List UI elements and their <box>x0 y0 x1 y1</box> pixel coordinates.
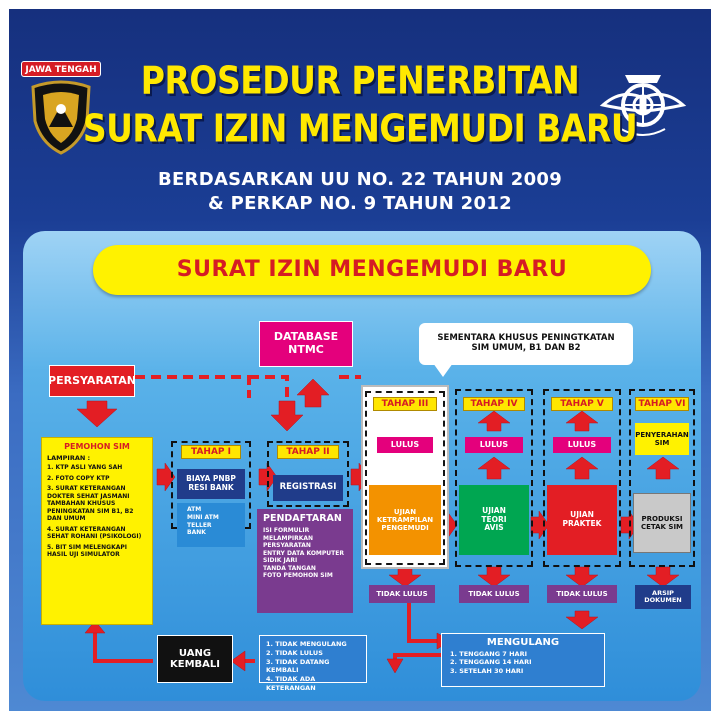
produksi-line1: PRODUKSI <box>641 514 683 523</box>
pendaftaran-item: TANDA TANGAN <box>263 564 316 572</box>
penyerahan-line1: PENYERAHAN <box>635 430 689 439</box>
tahap4-tidak-lulus: TIDAK LULUS <box>459 585 529 603</box>
tahap4-lulus: LULUS <box>465 437 523 453</box>
lampiran-item: 3. SURAT KETERANGAN DOKTER SEHAT JASMANI TAMBAHAN KHUSUS PENINGKATAN SIM B1, B2 DAN UMUM <box>47 485 134 522</box>
uang-line2: KEMBALI <box>170 659 220 670</box>
lampiran-item: 4. SURAT KETERANGAN SEHAT ROHANI (PSIKOLOGI) <box>47 525 142 540</box>
mengulang-box <box>441 633 605 687</box>
pendaftaran-item: FOTO PEMOHON SIM <box>263 572 333 579</box>
poster <box>9 9 711 711</box>
lampiran-item: 1. KTP ASLI YANG SAH <box>47 464 123 471</box>
pendaftaran-title: PENDAFTARAN <box>263 513 342 524</box>
subtitle-line2: & PERKAP NO. 9 TAHUN 2012 <box>208 193 512 214</box>
payment-item: TELLER <box>187 521 212 529</box>
persyaratan-box: PERSYARATAN <box>49 365 135 397</box>
note-line2: SIM UMUM, B1 DAN B2 <box>471 343 581 353</box>
tahap4-box-line1: UJIAN <box>482 506 506 516</box>
title-line1: PROSEDUR PENERBITAN <box>140 58 580 103</box>
lampiran-item: 5. BIT SIM MELENGKAPI HASIL UJI SIMULATOR <box>47 543 128 558</box>
penyerahan-line2: SIM <box>654 439 670 447</box>
logo-left-text: JAWA TENGAH <box>21 61 101 77</box>
payment-item: ATM <box>187 506 202 513</box>
biaya-pnbp-box <box>177 469 245 499</box>
note-bubble-tail <box>433 363 453 377</box>
pendaftaran-list <box>263 527 347 580</box>
tahap3-ujian-box <box>369 485 441 555</box>
reason-item: 2. TIDAK LULUS <box>266 648 323 657</box>
note-line1: SEMENTARA KHUSUS PENINGTKATAN <box>437 333 615 344</box>
tahap4-ujian-box <box>459 485 529 555</box>
arsip-line1: ARSIP <box>652 588 674 597</box>
tahap2-label: TAHAP II <box>277 445 339 459</box>
pendaftaran-card <box>257 509 353 613</box>
tahap5-box-line1: UJIAN <box>570 510 594 520</box>
tahap5-lulus: LULUS <box>553 437 611 453</box>
pendaftaran-item: MELAMPIRKAN PERSYARATAN <box>263 534 314 549</box>
tahap5-box-line2: PRAKTEK <box>562 519 602 528</box>
mengulang-list <box>450 650 596 675</box>
registrasi-box: REGISTRASI <box>273 475 343 501</box>
produksi-line2: CETAK SIM <box>640 523 684 531</box>
lampiran-list <box>47 464 147 559</box>
tahap3-tidak-lulus: TIDAK LULUS <box>369 585 435 603</box>
penyerahan-sim-box <box>635 423 689 455</box>
mengulang-item: 2. TENGGANG 14 HARI <box>450 658 532 667</box>
note-bubble <box>419 323 633 365</box>
reason-item: 4. TIDAK ADA KETERANGAN <box>266 675 316 692</box>
tahap4-box-line3: AVIS <box>484 523 504 533</box>
tahap1-label: TAHAP I <box>181 445 241 459</box>
payment-item: BANK <box>187 529 206 537</box>
tahap5-tidak-lulus: TIDAK LULUS <box>547 585 617 603</box>
lampiran-label: LAMPIRAN : <box>47 454 91 462</box>
biaya-line1: BIAYA PNBP <box>186 474 236 484</box>
tahap3-box-line3: PENGEMUDI <box>381 524 429 533</box>
tahap6-label: TAHAP VI <box>635 397 689 411</box>
pendaftaran-item: ENTRY DATA KOMPUTER <box>263 549 344 557</box>
tahap3-lulus: LULUS <box>377 437 433 453</box>
title-line2: SURAT IZIN MENGEMUDI BARU <box>82 106 638 151</box>
uang-kembali-box <box>157 635 233 683</box>
pemohon-title: PEMOHON SIM <box>64 442 130 451</box>
payment-item: MINI ATM <box>187 513 219 521</box>
arsip-line2: DOKUMEN <box>644 596 682 604</box>
tahap3-label: TAHAP III <box>373 397 437 411</box>
uang-line1: UANG <box>178 647 212 659</box>
flow-panel <box>23 231 701 701</box>
reason-item: 1. TIDAK MENGULANG <box>266 640 347 648</box>
tahap5-ujian-box <box>547 485 617 555</box>
subtitle-line1: BERDASARKAN UU NO. 22 TAHUN 2009 <box>157 169 563 190</box>
reason-item: 3. TIDAK DATANG KEMBALI <box>266 657 330 675</box>
payment-options <box>177 503 245 547</box>
section-banner: SURAT IZIN MENGEMUDI BARU <box>93 245 651 295</box>
pendaftaran-item: ISI FORMULIR <box>263 527 310 534</box>
arsip-dokumen-box <box>635 585 691 609</box>
tahap4-label: TAHAP IV <box>463 397 525 411</box>
tahap5-label: TAHAP V <box>551 397 613 411</box>
lampiran-item: 2. FOTO COPY KTP <box>47 474 110 482</box>
database-ntmc-box <box>259 321 353 367</box>
mengulang-title: MENGULANG <box>486 637 560 648</box>
pendaftaran-item: SIDIK JARI <box>263 557 298 564</box>
tahap3-box-line2: KETRAMPILAN <box>376 515 434 524</box>
tahap3-box-line1: UJIAN <box>393 507 417 516</box>
tahap4-box-line2: TEORI <box>481 514 507 524</box>
pemohon-sim-card <box>41 437 153 625</box>
produksi-cetak-box <box>633 493 691 553</box>
biaya-line2: RESI BANK <box>188 483 234 492</box>
reasons-box <box>259 635 367 692</box>
mengulang-item: 3. SETELAH 30 HARI <box>450 666 524 675</box>
database-line2: NTMC <box>288 343 324 356</box>
mengulang-item: 1. TENGGANG 7 HARI <box>450 650 527 658</box>
database-line1: DATABASE <box>273 330 339 344</box>
